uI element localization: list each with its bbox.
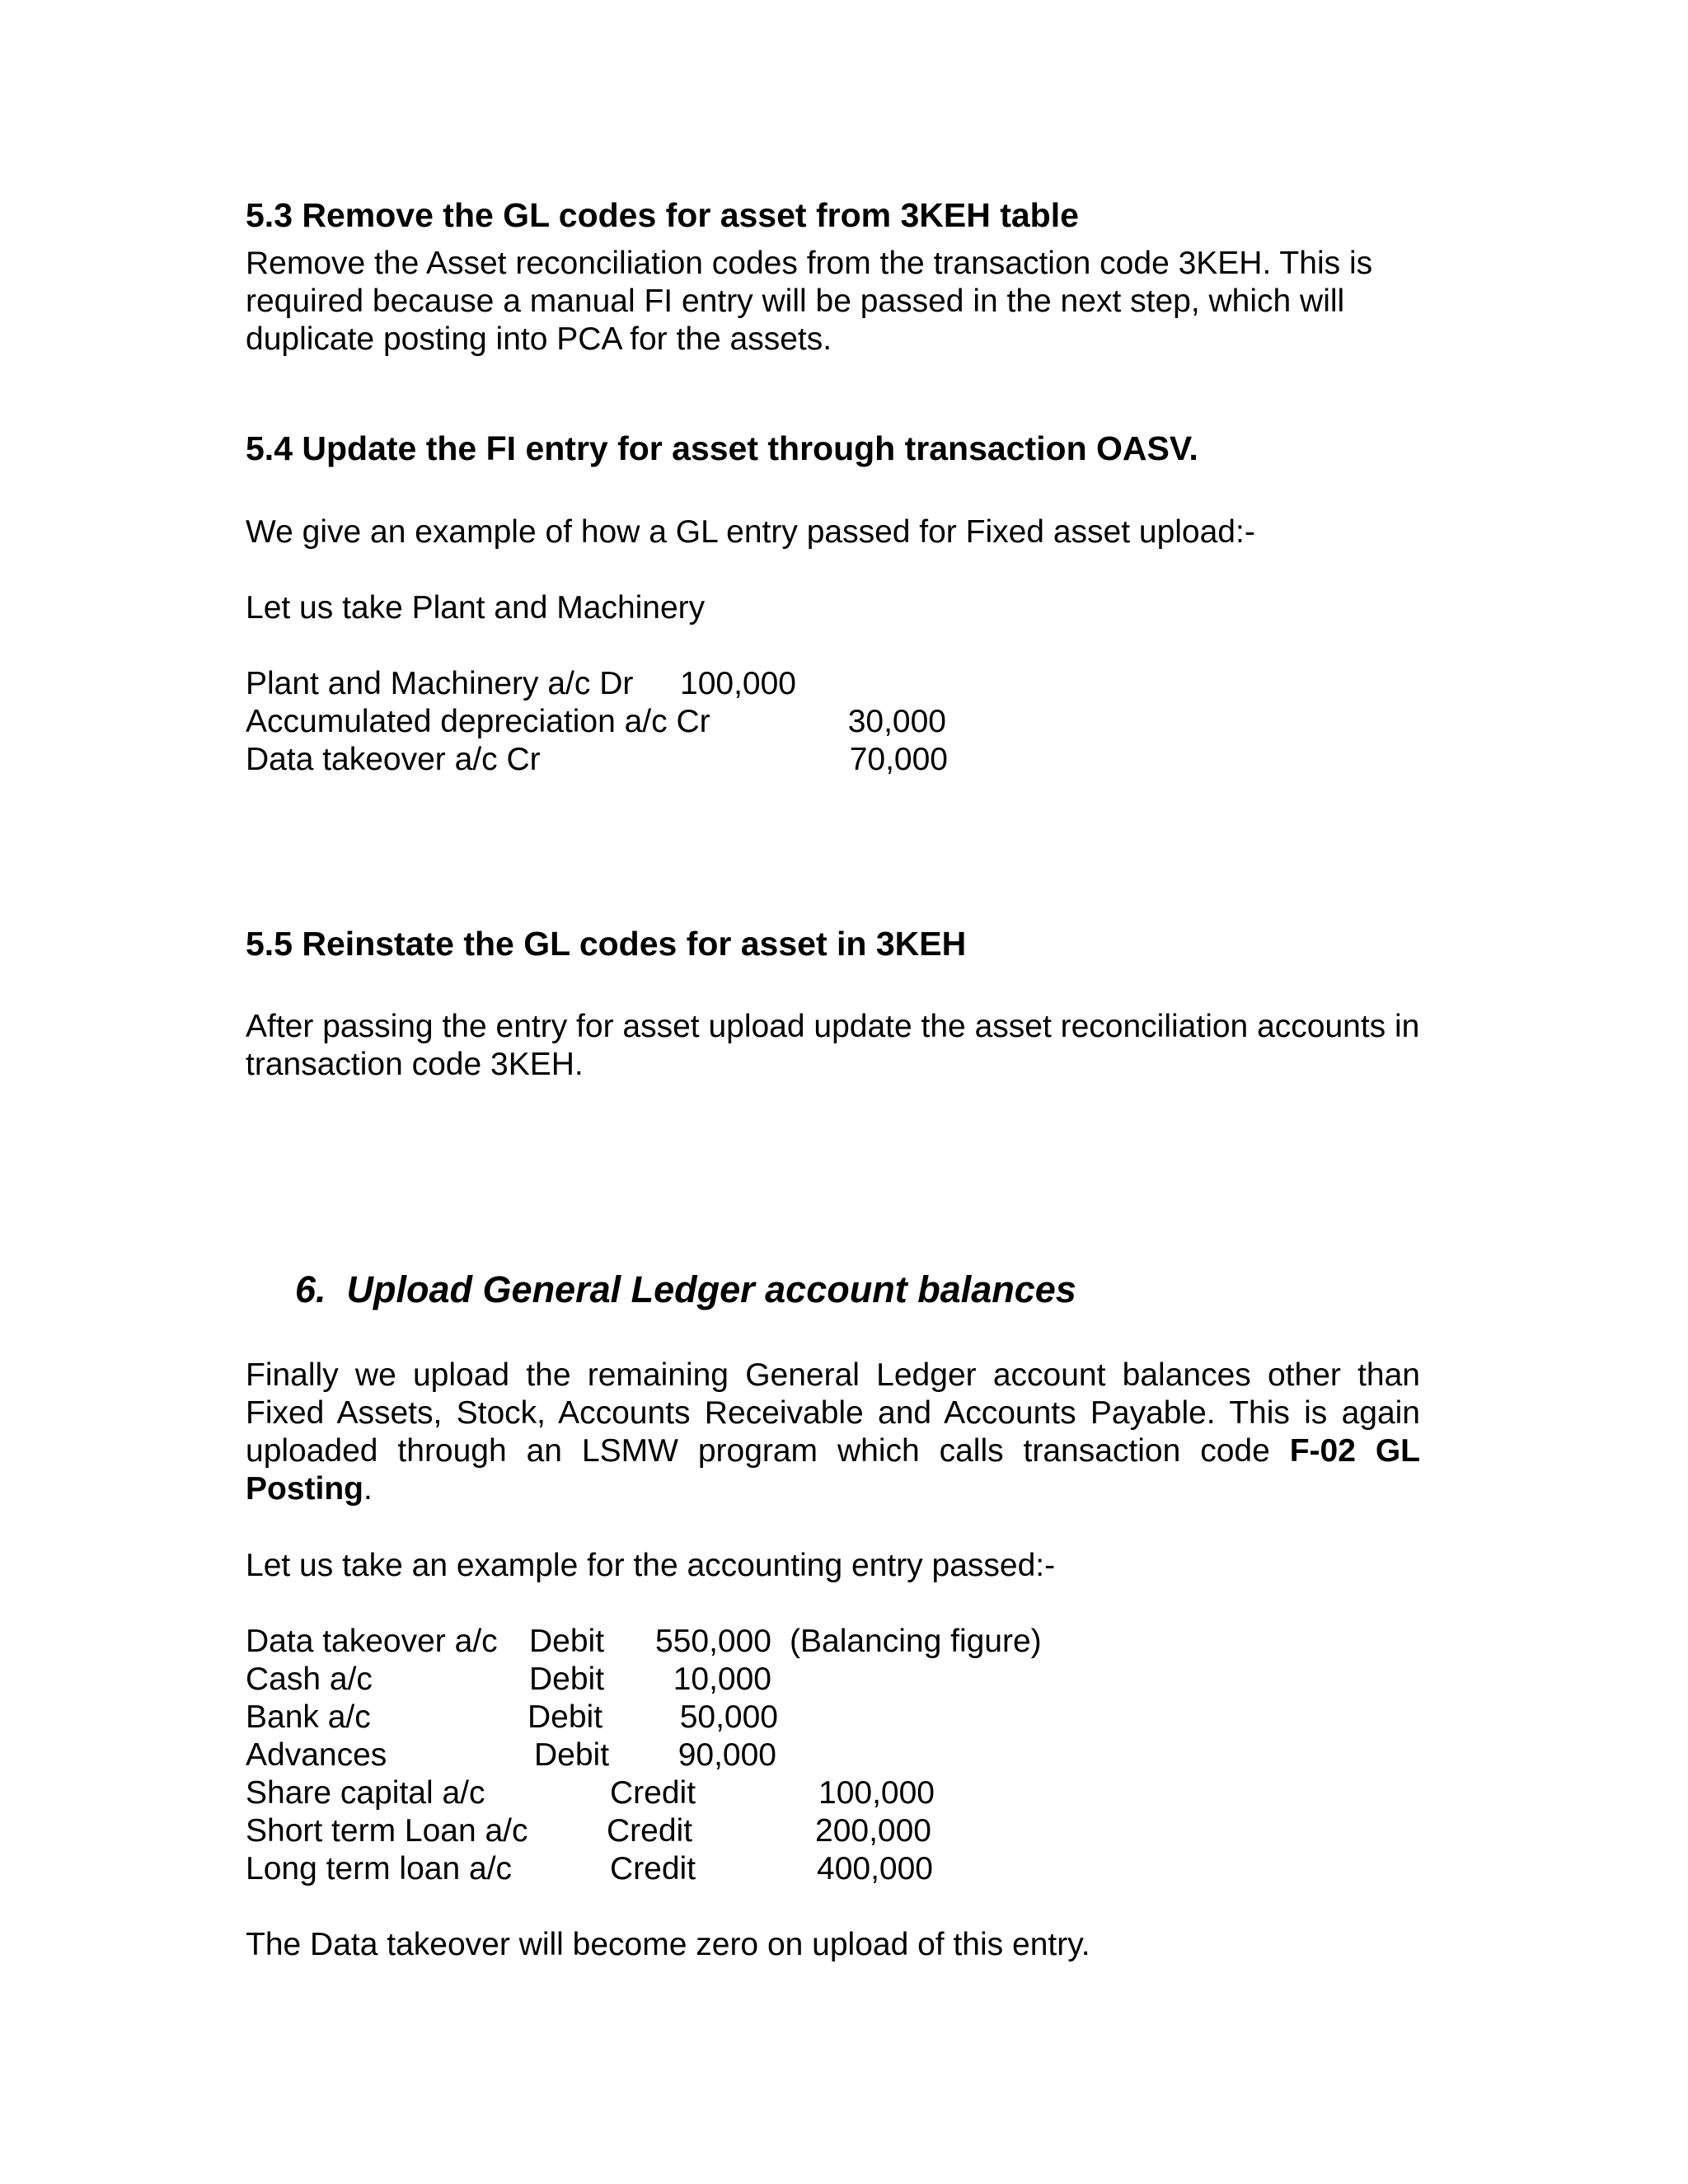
gl-entry-account: Short term Loan a/c bbox=[246, 1813, 528, 1849]
gl-entry-amount: 50,000 bbox=[679, 1699, 778, 1735]
gl-entry-side: Credit bbox=[607, 1813, 693, 1849]
gl-entry-account: Cash a/c bbox=[246, 1661, 373, 1697]
section-5-4-heading: 5.4 Update the FI entry for asset through transaction OASV. bbox=[246, 429, 1198, 467]
gl-entry-amount: 550,000 bbox=[655, 1624, 771, 1659]
gl-entry-account: Data takeover a/c bbox=[246, 1624, 498, 1659]
gl-entry-account: Advances bbox=[246, 1737, 387, 1773]
section-5-4-intro: We give an example of how a GL entry passed for Fixed asset upload:- bbox=[246, 514, 1255, 550]
fi-entry-credit: 30,000 bbox=[847, 704, 946, 739]
gl-entry-side: Credit bbox=[610, 1775, 696, 1811]
section-6-heading bbox=[295, 1269, 1076, 1310]
gl-entry-account: Bank a/c bbox=[246, 1699, 371, 1735]
section-5-4-example: Let us take Plant and Machinery bbox=[246, 590, 706, 626]
fi-entry-debit: 100,000 bbox=[680, 666, 796, 701]
fi-entry-account: Accumulated depreciation a/c Cr bbox=[246, 704, 710, 739]
gl-entry-side: Credit bbox=[610, 1851, 696, 1886]
section-6-body-end: . bbox=[363, 1471, 373, 1507]
fi-entry-account: Data takeover a/c Cr bbox=[246, 742, 541, 777]
gl-entry-side: Debit bbox=[534, 1737, 610, 1773]
gl-entry-amount: 10,000 bbox=[673, 1661, 771, 1697]
transaction-code-f02: F-02 GL Posting bbox=[246, 1433, 1420, 1507]
gl-entry-amount: 400,000 bbox=[817, 1851, 933, 1886]
gl-entry-account: Share capital a/c bbox=[246, 1775, 485, 1811]
section-5-3-heading: 5.3 Remove the GL codes for asset from 3KEH table bbox=[246, 196, 1079, 234]
section-6-title: Upload General Ledger account balances bbox=[346, 1268, 1076, 1310]
fi-entry-account: Plant and Machinery a/c Dr bbox=[246, 666, 634, 701]
gl-entry-account: Long term loan a/c bbox=[246, 1851, 513, 1886]
gl-entry-side: Debit bbox=[529, 1624, 605, 1659]
gl-entry-amount: 90,000 bbox=[678, 1737, 776, 1773]
gl-entry-amount: 100,000 bbox=[818, 1775, 935, 1811]
section-6-closing: The Data takeover will become zero on upload of this entry. bbox=[246, 1927, 1090, 1962]
gl-entry-amount: 200,000 bbox=[815, 1813, 931, 1849]
gl-entry-side: Debit bbox=[529, 1661, 605, 1697]
gl-entry-side: Debit bbox=[528, 1699, 603, 1735]
section-6-body-text: Finally we upload the remaining General Ledger account balances other than Fixed Assets, Stock, Accounts Receivable and Accounts Payable. This is again uploaded through an LSMW program which calls transaction code bbox=[246, 1357, 1420, 1469]
section-6-number: 6. bbox=[295, 1268, 326, 1310]
section-5-5-heading: 5.5 Reinstate the GL codes for asset in 3KEH bbox=[246, 925, 967, 963]
section-6-intro: Let us take an example for the accounting entry passed:- bbox=[246, 1548, 1056, 1583]
section-5-3-body: Remove the Asset reconciliation codes from the transaction code 3KEH. This is required because a manual FI entry will be passed in the next step, which will duplicate posting into PCA for the assets. bbox=[246, 246, 1373, 357]
fi-entry-credit: 70,000 bbox=[849, 742, 948, 777]
section-5-5-body: After passing the entry for asset upload update the asset reconciliation accounts in transaction code 3KEH. bbox=[246, 1009, 1420, 1082]
section-6-body bbox=[246, 1357, 1420, 1508]
gl-entry-note: (Balancing figure) bbox=[790, 1624, 1042, 1659]
